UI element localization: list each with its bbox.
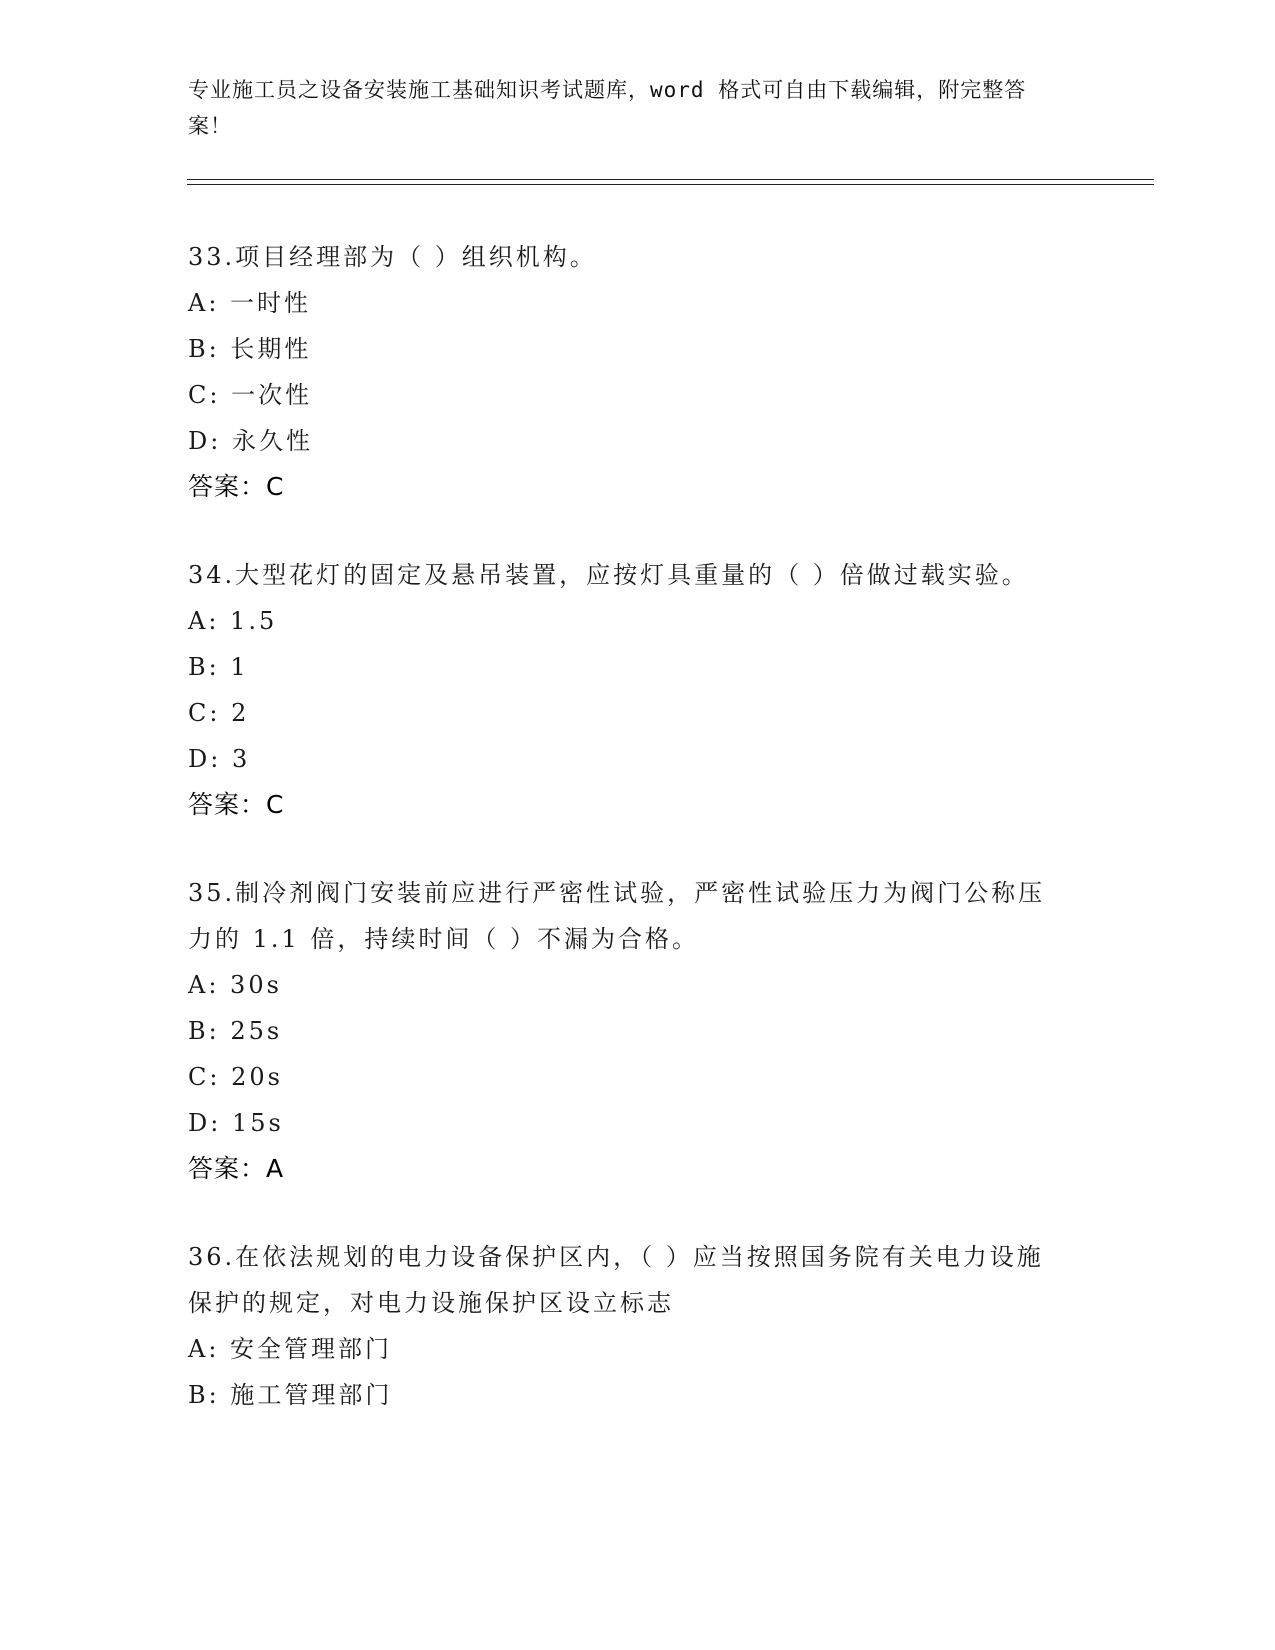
option-d: D: 3 — [188, 745, 251, 773]
answer-label: 答案： — [188, 790, 267, 819]
option-d: D: 15s — [188, 1109, 284, 1137]
question-36 — [188, 1234, 1088, 1418]
question-list — [188, 234, 1088, 1460]
option-c: C: 一次性 — [188, 381, 313, 409]
answer-value: A — [266, 1154, 284, 1183]
answer-label: 答案： — [188, 1154, 267, 1183]
option-a: A: 安全管理部门 — [188, 1335, 393, 1363]
option-b: B: 施工管理部门 — [188, 1381, 393, 1409]
answer-value: C — [266, 472, 284, 501]
question-34 — [188, 552, 1088, 828]
question-35 — [188, 870, 1088, 1192]
option-d: D: 永久性 — [188, 427, 313, 455]
option-c: C: 2 — [188, 699, 250, 727]
question-33 — [188, 234, 1088, 510]
page-header-text: 专业施工员之设备安装施工基础知识考试题库，word 格式可自由下载编辑，附完整答案！ — [188, 78, 1027, 138]
question-stem: 33.项目经理部为（ ）组织机构。 — [188, 243, 597, 271]
question-stem: 35.制冷剂阀门安装前应进行严密性试验，严密性试验压力为阀门公称压力的 1.1 倍，持续时间（ ）不漏为合格。 — [188, 879, 1046, 953]
option-a: A: 1.5 — [188, 607, 278, 635]
question-stem: 34.大型花灯的固定及悬吊装置，应按灯具重量的（ ）倍做过载实验。 — [188, 561, 1029, 589]
option-a: A: 一时性 — [188, 289, 312, 317]
answer-value: C — [266, 790, 284, 819]
option-b: B: 长期性 — [188, 335, 312, 363]
answer-line — [188, 782, 1088, 828]
answer-line — [188, 464, 1088, 510]
option-b: B: 1 — [188, 653, 249, 681]
option-b: B: 25s — [188, 1017, 283, 1045]
option-a: A: 30s — [188, 971, 282, 999]
header-divider-top — [187, 179, 1154, 180]
question-stem: 36.在依法规划的电力设备保护区内，（ ）应当按照国务院有关电力设施保护的规定，对电力设施保护区设立标志 — [188, 1243, 1044, 1317]
option-c: C: 20s — [188, 1063, 283, 1091]
header-divider-bottom — [187, 184, 1154, 185]
answer-label: 答案： — [188, 472, 267, 501]
answer-line — [188, 1146, 1088, 1192]
